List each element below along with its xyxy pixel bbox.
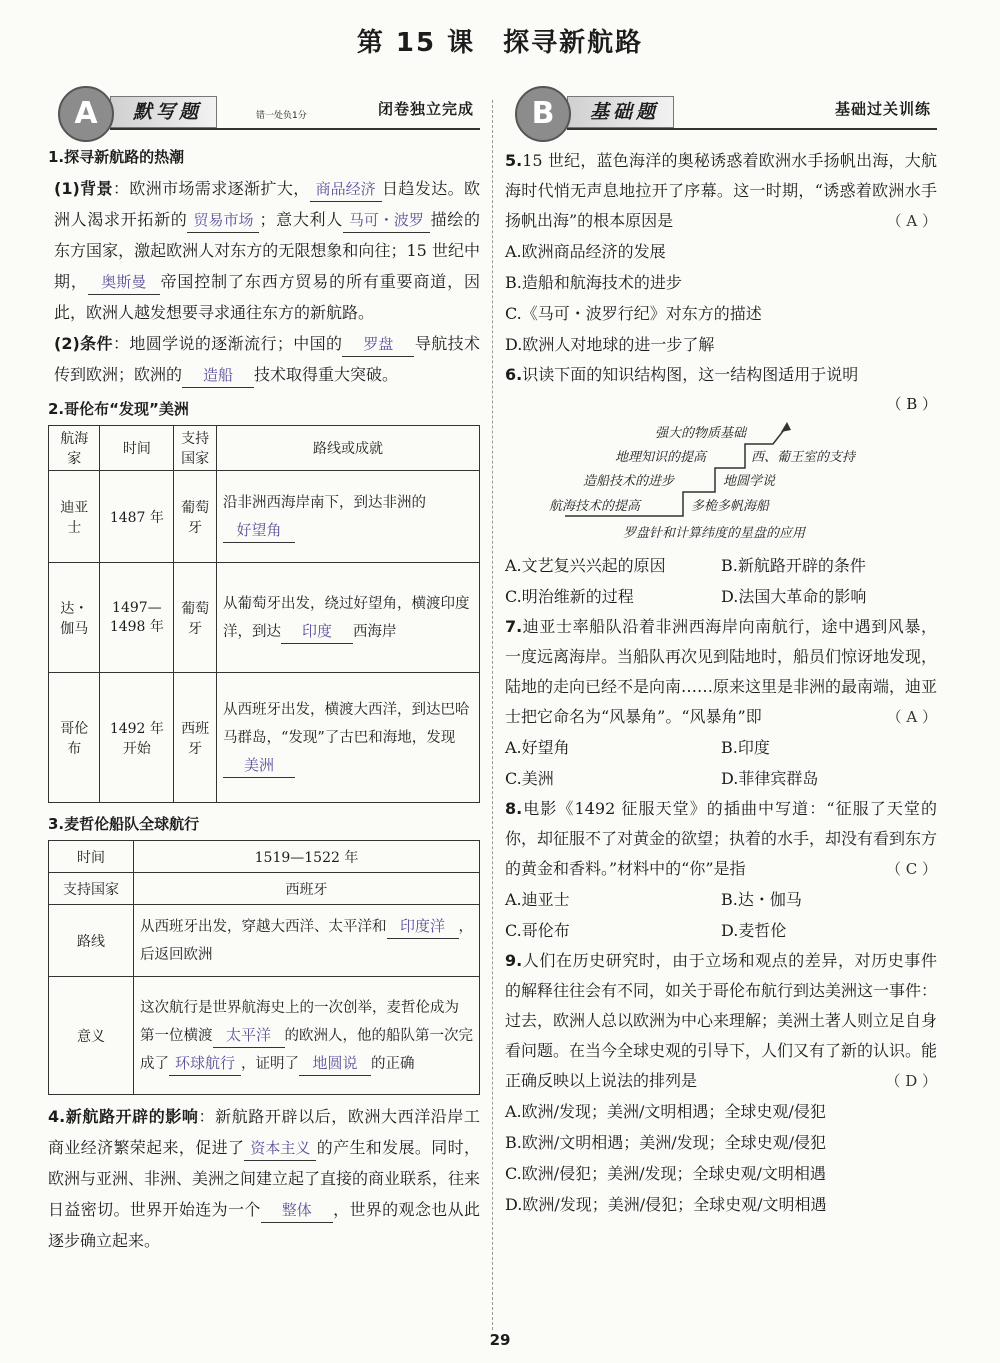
section-a-tag: 闭卷独立完成 bbox=[377, 100, 474, 118]
question-text: 迪亚士率船队沿着非洲西海岸向南航行，途中遇到风暴，一度远离海岸。当船队再次见到陆地时，船员们惊讶地发现，陆地的走向已经不是向南……原来这里是非洲的最南端，迪亚士把它命名为“风暴角”。“风暴角”即 bbox=[505, 617, 938, 726]
column-divider bbox=[492, 100, 493, 1330]
q1-conditions bbox=[48, 328, 480, 390]
navigator-cell: 迪亚士 bbox=[49, 471, 100, 563]
row-label: 路线 bbox=[49, 905, 134, 977]
question-number: 6. bbox=[505, 365, 523, 384]
row-label: 支持国家 bbox=[49, 873, 134, 905]
option: A.迪亚士 bbox=[505, 890, 570, 909]
answer-blank: 环球航行 bbox=[169, 1051, 241, 1076]
route-cell bbox=[216, 471, 479, 563]
answer-paren: （ B ） bbox=[886, 395, 937, 413]
option: A.好望角 bbox=[505, 738, 570, 757]
row-value bbox=[134, 977, 480, 1095]
option: C.《马可・波罗行纪》对东方的描述 bbox=[505, 304, 762, 323]
country-cell: 西班牙 bbox=[174, 673, 217, 803]
answer-blank: 印度洋 bbox=[387, 914, 459, 939]
time-cell: 1487 年 bbox=[100, 471, 174, 563]
navigators-table bbox=[48, 425, 480, 803]
answer-blank: 印度 bbox=[281, 619, 353, 644]
table-row bbox=[49, 905, 480, 977]
country-cell: 葡萄牙 bbox=[174, 563, 217, 673]
text: 的正确 bbox=[371, 1055, 415, 1072]
option: B.印度 bbox=[721, 738, 770, 757]
diagram-node: 地圆学说 bbox=[723, 474, 776, 489]
text: 沿非洲西海岸南下，到达非洲的 bbox=[222, 494, 426, 511]
text: 西海岸 bbox=[352, 623, 397, 640]
q6-stem bbox=[505, 360, 937, 390]
option: A.欧洲/发现；美洲/文明相遇；全球史观/侵犯 bbox=[505, 1102, 826, 1121]
diagram-node: 地理知识的提高 bbox=[615, 450, 707, 465]
text: 这次航行是世界航海史上的一次创举，麦哲伦成为第一位横渡 bbox=[140, 999, 459, 1044]
banner-rule bbox=[567, 128, 937, 130]
answer-paren: （ A ） bbox=[886, 708, 937, 726]
section-a-name: 默写题 bbox=[110, 96, 217, 128]
q6-options bbox=[505, 550, 937, 612]
answer-blank: 罗盘 bbox=[342, 332, 414, 357]
option: B.达・伽马 bbox=[721, 890, 802, 909]
question-number: 5. bbox=[505, 151, 523, 170]
option: D.麦哲伦 bbox=[721, 921, 787, 940]
answer-paren: （ C ） bbox=[885, 860, 937, 878]
q7-stem bbox=[505, 612, 937, 732]
diagram-node: 多桅多帆海船 bbox=[691, 499, 770, 514]
country-cell: 葡萄牙 bbox=[174, 471, 217, 563]
text: ，世界的观念也从此逐步确立起来。 bbox=[48, 1200, 480, 1250]
navigator-cell: 达・伽马 bbox=[49, 563, 100, 673]
text: ，证明了 bbox=[241, 1055, 300, 1072]
answer-paren: （ D ） bbox=[885, 1072, 937, 1090]
option: A.文艺复兴兴起的原因 bbox=[505, 556, 666, 575]
section-b-name: 基础题 bbox=[567, 96, 674, 128]
diagram-node: 西、葡王室的支持 bbox=[751, 450, 856, 465]
page-number: 29 bbox=[489, 1331, 511, 1349]
text: 从葡萄牙出发，绕过好望角，横渡印度洋，到达 bbox=[222, 595, 470, 640]
question-number: 7. bbox=[505, 617, 523, 636]
table-row bbox=[49, 471, 480, 563]
text: ，后返回欧洲 bbox=[140, 918, 473, 963]
time-cell: 1492 年开始 bbox=[100, 673, 174, 803]
text: 日趋发达。欧洲人渴求开拓新的 bbox=[54, 179, 480, 229]
q1-background bbox=[48, 173, 480, 328]
route-cell bbox=[216, 673, 479, 803]
text: ：新航路开辟以后，欧洲大西洋沿岸工商业经济繁荣起来，促进了 bbox=[48, 1107, 480, 1157]
answer-blank: 资本主义 bbox=[244, 1136, 316, 1161]
question-number: 8. bbox=[505, 799, 523, 818]
table-row bbox=[49, 977, 480, 1095]
option: B.欧洲/文明相遇；美洲/发现；全球史观/侵犯 bbox=[505, 1133, 827, 1152]
option: D.欧洲人对地球的进一步了解 bbox=[505, 335, 715, 354]
magellan-table bbox=[48, 840, 480, 1095]
q3-heading: 3.麦哲伦船队全球航行 bbox=[48, 815, 200, 833]
banner-rule bbox=[110, 128, 480, 130]
table-row bbox=[49, 563, 480, 673]
answer-blank: 好望角 bbox=[223, 518, 295, 543]
q1-p1-label: (1)背景 bbox=[54, 179, 113, 198]
option: D.欧洲/发现；美洲/侵犯；全球史观/文明相遇 bbox=[505, 1195, 827, 1214]
q2-heading: 2.哥伦布“发现”美洲 bbox=[48, 400, 189, 418]
option: B.新航路开辟的条件 bbox=[721, 556, 866, 575]
table-header-row bbox=[49, 426, 480, 471]
text: 从西班牙出发，穿越大西洋、太平洋和 bbox=[140, 918, 387, 935]
q5-stem bbox=[505, 146, 937, 236]
text: 帝国控制了东西方贸易的所有重要商道，因此，欧洲人越发想要寻求通往东方的新航路。 bbox=[54, 272, 480, 322]
q1-heading: 1.探寻新航路的热潮 bbox=[48, 148, 185, 166]
answer-blank: 马可・波罗 bbox=[343, 208, 430, 233]
section-b bbox=[505, 92, 937, 1220]
q1-p2-label: (2)条件 bbox=[54, 334, 113, 353]
answer-paren: （ A ） bbox=[886, 212, 937, 230]
question-number: 9. bbox=[505, 951, 523, 970]
answer-blank: 太平洋 bbox=[213, 1023, 285, 1048]
q4-paragraph bbox=[48, 1101, 480, 1256]
question-text: 识读下面的知识结构图，这一结构图适用于说明 bbox=[522, 365, 859, 384]
lesson-title: 第 15 课 探寻新航路 bbox=[356, 28, 644, 58]
table-header: 航海家 bbox=[49, 426, 100, 471]
option: D.法国大革命的影响 bbox=[721, 587, 867, 606]
answer-blank: 奥斯曼 bbox=[88, 270, 160, 295]
answer-blank: 整体 bbox=[261, 1198, 333, 1223]
table-header: 路线或成就 bbox=[216, 426, 479, 471]
text: 技术取得重大突破。 bbox=[254, 365, 399, 384]
option: C.哥伦布 bbox=[505, 921, 570, 940]
answer-blank: 造船 bbox=[182, 363, 254, 388]
text: ：欧洲市场需求逐渐扩大， bbox=[112, 179, 310, 198]
diagram-node: 强大的物质基础 bbox=[655, 426, 747, 441]
diagram-node: 罗盘针和计算纬度的星盘的应用 bbox=[623, 526, 806, 541]
q8-stem bbox=[505, 794, 937, 884]
diagram-node: 航海技术的提高 bbox=[549, 499, 641, 514]
table-row bbox=[49, 673, 480, 803]
section-a-badge: A bbox=[58, 86, 114, 142]
row-value: 西班牙 bbox=[134, 873, 480, 905]
option: A.欧洲商品经济的发展 bbox=[505, 242, 666, 261]
row-label: 时间 bbox=[49, 841, 134, 873]
q7-options bbox=[505, 732, 937, 794]
q9-stem bbox=[505, 946, 937, 1096]
route-cell bbox=[216, 563, 479, 673]
answer-blank: 地圆说 bbox=[299, 1051, 371, 1076]
table-row bbox=[49, 841, 480, 873]
table-header: 支持国家 bbox=[174, 426, 217, 471]
time-cell: 1497—1498 年 bbox=[100, 563, 174, 673]
question-text: 15 世纪，蓝色海洋的奥秘诱惑着欧洲水手扬帆出海，大航海时代悄无声息地拉开了序幕。这一时期，“诱惑着欧洲水手扬帆出海”的根本原因是 bbox=[505, 151, 937, 230]
table-row bbox=[49, 873, 480, 905]
question-text: 电影《1492 征服天堂》的插曲中写道：“征服了天堂的你，却征服不了对黄金的欲望；执着的水手，却没有看到东方的黄金和香料。”材料中的“你”是指 bbox=[505, 799, 938, 878]
answer-blank: 美洲 bbox=[223, 753, 295, 778]
section-b-banner bbox=[505, 92, 937, 132]
section-a bbox=[48, 92, 480, 1256]
question-text: 人们在历史研究时，由于立场和观点的差异，对历史事件的解释往往会有不同，如关于哥伦布航行到达美洲这一事件：过去，欧洲人总以欧洲为中心来理解；美洲土著人则立足自身看问题。在当今全球史观的引导下，人们又有了新的认识。能正确反映以上说法的排列是 bbox=[505, 951, 938, 1090]
navigator-cell: 哥伦布 bbox=[49, 673, 100, 803]
option: B.造船和航海技术的进步 bbox=[505, 273, 682, 292]
text: 的产生和发展。同时，欧洲与亚洲、非洲、美洲之间建立起了直接的商业联系，往来日益密切。世界开始连为一个 bbox=[48, 1138, 481, 1219]
text: ；意大利人 bbox=[259, 210, 343, 229]
option: D.菲律宾群岛 bbox=[721, 769, 819, 788]
row-value bbox=[134, 905, 480, 977]
answer-blank: 商品经济 bbox=[310, 177, 382, 202]
q4-label: 4.新航路开辟的影响 bbox=[48, 1107, 199, 1126]
text: 导航技术传到欧洲；欧洲的 bbox=[54, 334, 480, 384]
text: 从西班牙出发，横渡大西洋，到达巴哈马群岛，“发现”了古巴和海地，发现 bbox=[222, 701, 470, 746]
section-a-banner bbox=[48, 92, 480, 132]
answer-blank: 贸易市场 bbox=[187, 208, 259, 233]
section-a-penalty: 错一处负1分 bbox=[256, 111, 307, 121]
option: C.欧洲/侵犯；美洲/发现；全球史观/文明相遇 bbox=[505, 1164, 826, 1183]
table-header: 时间 bbox=[100, 426, 174, 471]
row-label: 意义 bbox=[49, 977, 134, 1095]
diagram-node: 造船技术的进步 bbox=[583, 474, 675, 489]
option: C.美洲 bbox=[505, 769, 554, 788]
q8-options bbox=[505, 884, 937, 946]
knowledge-structure-diagram bbox=[505, 418, 937, 550]
text: ：地圆学说的逐渐流行；中国的 bbox=[112, 334, 343, 353]
row-value: 1519—1522 年 bbox=[134, 841, 480, 873]
section-b-tag: 基础过关训练 bbox=[834, 100, 931, 118]
text: 描绘的东方国家，激起欧洲人对东方的无限想象和向往；15 世纪中期， bbox=[54, 210, 480, 291]
section-b-badge: B bbox=[515, 86, 571, 142]
text: 的欧洲人，他的船队第一次完成了 bbox=[140, 1027, 473, 1072]
option: C.明治维新的过程 bbox=[505, 587, 634, 606]
